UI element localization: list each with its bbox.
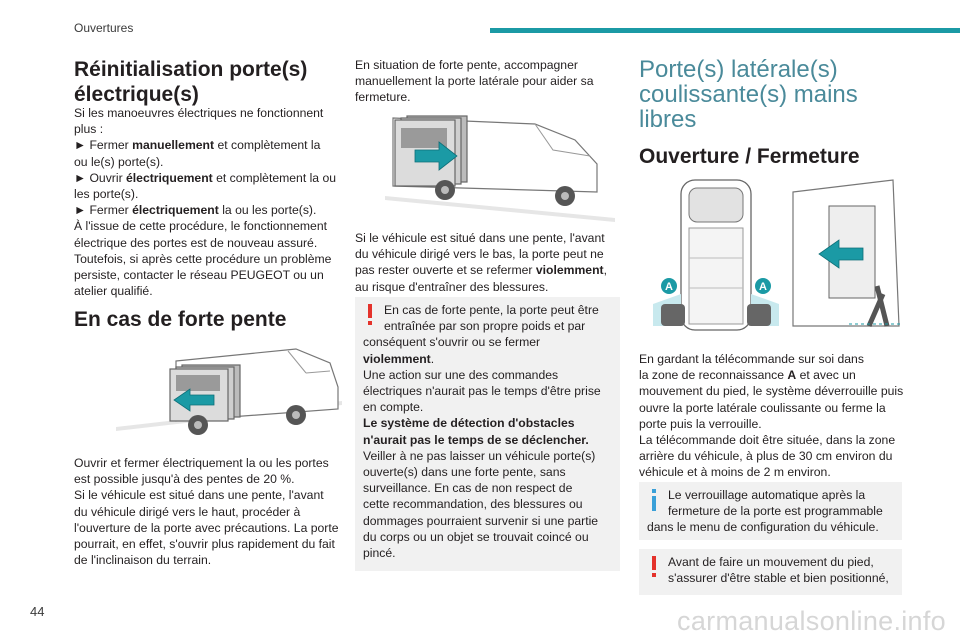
- slope-assist-text: En situation de forte pente, accompagner manuellement la porte latérale pour aider sa fermeture.: [355, 58, 594, 105]
- warning-text-foot: Avant de faire un mouvement du pied, s'assurer d'être stable et bien positionné,: [668, 555, 889, 586]
- watermark: carmanualsonline.info: [677, 606, 946, 636]
- warning-text-slope: En cas de forte pente, la porte peut être entraînée par son propre poids et par conséquent s'ouvrir ou se fermer violemment. Une action sur une des commandes électriques n'aurait pas le temps d'être prise en compte. Le système de détection d'obstacles n'aurait pas le temps de se déclencher. Veiller à ne pas laisser un véhicule porte(s) ouverte(s) dans une forte pente, sans surveillance. En cas de non respect de cette recommandation, des blessures ou dommages pourraient survenir si une partie du corps ou un objet se trouvait coincé ou pincé.: [363, 303, 601, 561]
- zone-a-left-label: A: [665, 281, 673, 293]
- van-slope-close-illustration: [385, 110, 615, 222]
- steep-slope-text: Ouvrir et fermer électriquement la ou les portes est possible jusqu'à des pentes de 20 %. Si le véhicule est situé dans une pente, l'avant du véhicule dirigé vers le haut, procéder à l'ouverture de la porte avec précautions. La porte pourrait, en effet, s'ouvrir plus rapidement du fait de l'inclinaison du terrain.: [74, 456, 339, 568]
- page-number: 44: [30, 604, 45, 619]
- hands-free-zone-illustration: [643, 176, 901, 332]
- heading-reset-doors: Réinitialisation porte(s) électrique(s): [74, 58, 308, 106]
- heading-open-close: Ouverture / Fermeture: [639, 145, 860, 168]
- heading-steep-slope: En cas de forte pente: [74, 308, 287, 331]
- info-text-auto-lock: Le verrouillage automatique après la fermeture de la porte est programmable dans le menu de configuration du véhicule.: [647, 488, 883, 535]
- heading-hands-free-doors: Porte(s) latérale(s) coulissante(s) mains libres: [639, 56, 858, 133]
- warning-box-foot-movement: [639, 549, 902, 595]
- section-title: Ouvertures: [74, 21, 134, 35]
- downhill-text: Si le véhicule est situé dans une pente, l'avant du véhicule dirigé vers le bas, la porte peut ne pas rester ouverte et se refermer violemment, au risque d'entraîner des blessures.: [355, 231, 607, 294]
- hands-free-description: En gardant la télécommande sur soi dans la zone de reconnaissance A et avec un mouvement du pied, le système déverrouille puis ouvre la porte latérale coulissante ou ferme la porte puis la verrouille. La télécommande doit être située, dans la zone arrière du véhicule, à plus de 30 cm environ du véhicule et à moins de 2 m environ.: [639, 352, 904, 480]
- zone-a-right-label: A: [759, 281, 767, 293]
- info-box-auto-lock: [639, 482, 902, 540]
- reset-procedure-text: Si les manoeuvres électriques ne fonctionnent plus : ► Fermer manuellement et complètement la ou le(s) porte(s). ► Ouvrir électriquement et complètement la ou les porte(s). ► Fermer électriquement la ou les porte(s). À l'issue de cette procédure, le fonctionnement électrique des portes est de nouveau assuré. Toutefois, si après cette procédure un problème persiste, contacter le réseau PEUGEOT ou un atelier qualifié.: [74, 106, 337, 299]
- header-accent-bar: [490, 28, 960, 33]
- warning-box-slope: [355, 297, 620, 571]
- van-slope-open-illustration: [116, 343, 342, 443]
